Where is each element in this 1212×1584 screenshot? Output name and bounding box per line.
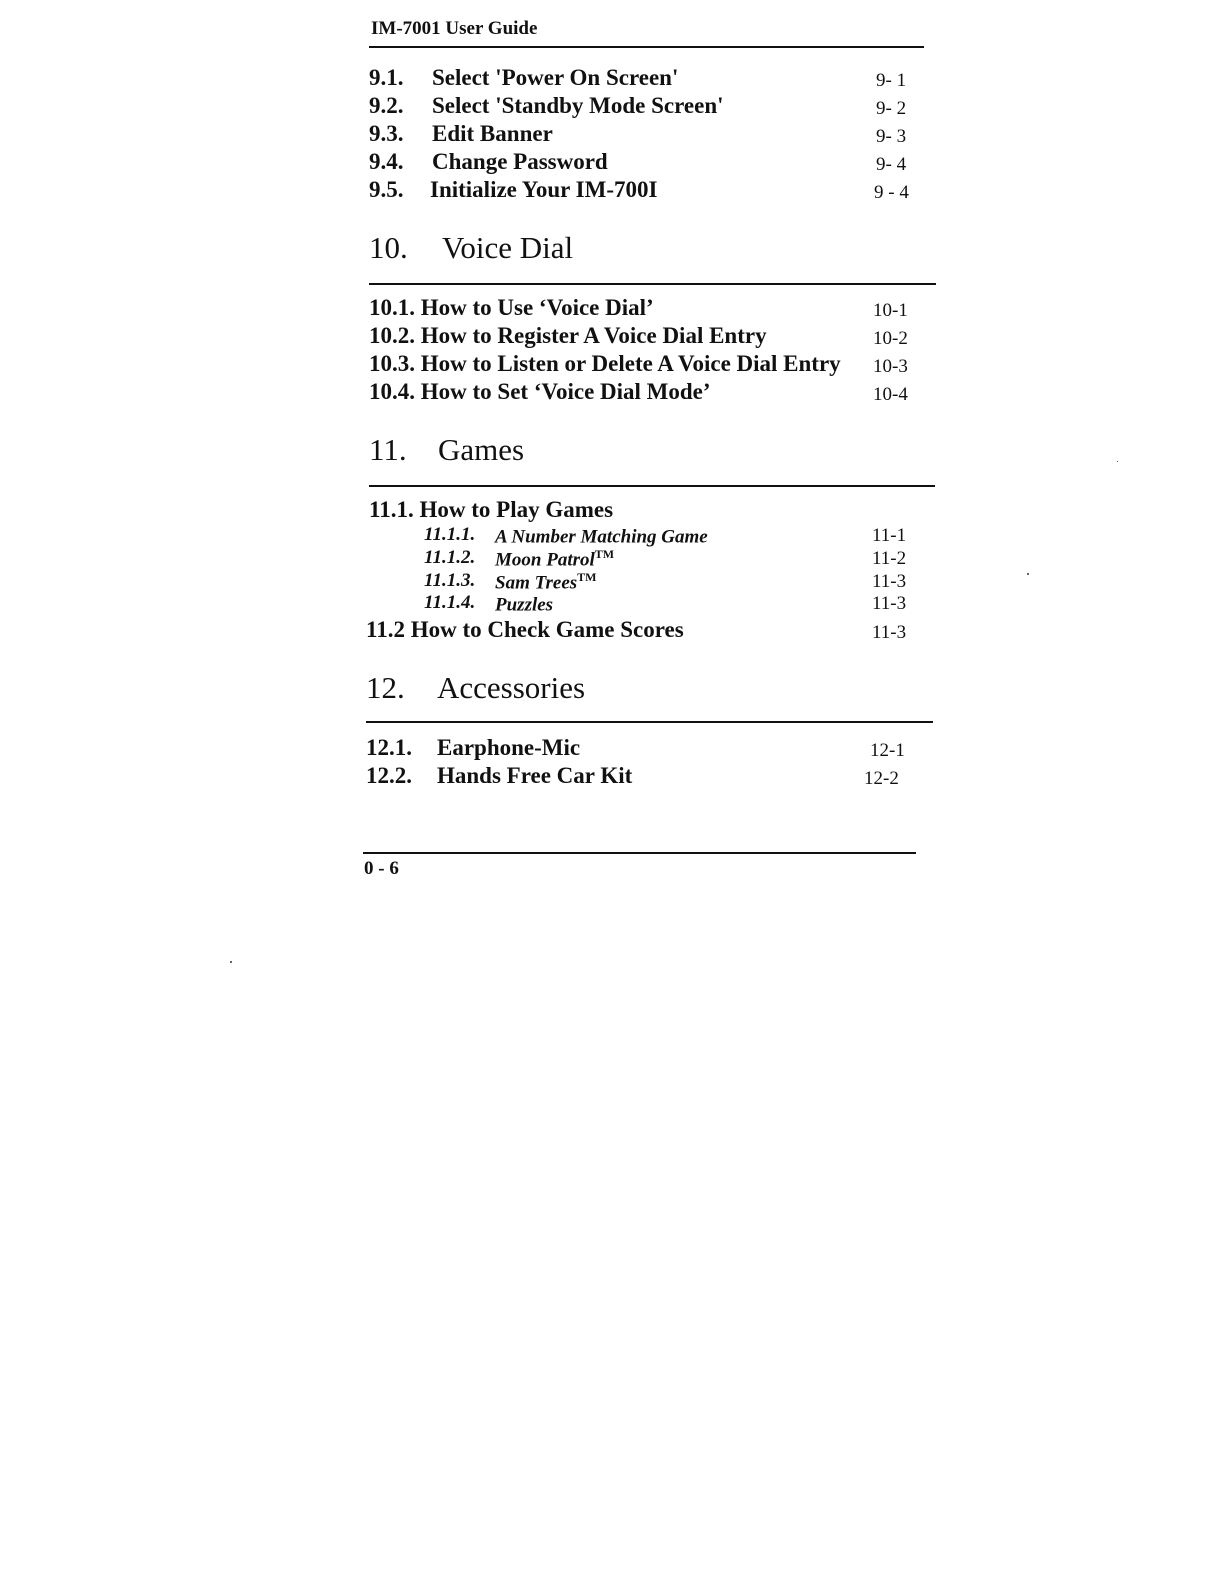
chapter-number: 12.	[366, 670, 405, 705]
toc-subentry-number: 11.1.4.	[424, 592, 476, 613]
toc-entry-number: 9.3.	[369, 121, 404, 146]
toc-entry-page: 11-3	[872, 622, 907, 643]
toc-entry-page: 10-4	[873, 384, 908, 405]
toc-entry-page: 9 - 4	[874, 182, 909, 203]
toc-entry-number: 12.1.	[366, 735, 412, 760]
chapter-title: Voice Dial	[442, 230, 574, 265]
chapter-number: 11.	[369, 432, 407, 467]
toc-subentry-number: 11.1.3.	[424, 570, 476, 591]
chapter-rule	[366, 721, 933, 723]
toc-subentry-label: Puzzles	[495, 594, 554, 616]
toc-subheading: 11.1. How to Play Games	[369, 497, 614, 522]
scan-speck	[230, 961, 232, 963]
toc-entry-page: 10-1	[873, 300, 908, 321]
toc-entry-page: 12-1	[870, 740, 905, 761]
chapter-rule	[369, 283, 936, 285]
toc-entry-label: Hands Free Car Kit	[437, 763, 633, 788]
scan-speck	[1027, 573, 1029, 575]
toc-entry-number: 9.1.	[369, 65, 404, 90]
header-rule	[369, 46, 924, 48]
chapter-number: 10.	[369, 230, 408, 265]
toc-entry-page: 10-3	[873, 356, 908, 377]
toc-entry-page: 11-3	[872, 593, 907, 614]
toc-subentry-label: Moon Patrol™	[495, 547, 615, 571]
toc-entry-label: Edit Banner	[432, 121, 553, 146]
running-header: IM-7001 User Guide	[371, 18, 538, 39]
toc-entry-number: 9.2.	[369, 93, 404, 118]
toc-entry-page: 9- 3	[876, 126, 907, 147]
scan-speck	[1117, 461, 1118, 462]
toc-subentry-number: 11.1.1.	[424, 524, 476, 545]
chapter-title: Accessories	[437, 670, 586, 705]
toc-entry-label: 10.4. How to Set ‘Voice Dial Mode’	[369, 379, 711, 404]
toc-entry-label: Select 'Power On Screen'	[432, 65, 679, 90]
toc-entry-label: 10.3. How to Listen or Delete A Voice Dial Entry	[369, 351, 841, 376]
toc-entry-page: 11-3	[872, 571, 907, 592]
toc-entry-label: 10.2. How to Register A Voice Dial Entry	[369, 323, 767, 348]
toc-entry-page: 12-2	[864, 768, 899, 789]
toc-entry-number: 9.4.	[369, 149, 404, 174]
toc-entry-number: 9.5.	[369, 177, 404, 202]
toc-entry-label: Earphone-Mic	[437, 735, 581, 760]
page-number: 0 - 6	[364, 858, 399, 879]
toc-entry-page: 11-2	[872, 548, 907, 569]
toc-entry-label: Change Password	[432, 149, 608, 174]
toc-entry-page: 9- 4	[876, 154, 907, 175]
chapter-rule	[369, 485, 935, 487]
footer-rule	[363, 852, 916, 854]
toc-entry-page: 11-1	[872, 525, 907, 546]
toc-subentry-number: 11.1.2.	[424, 547, 476, 568]
toc-entry-label: Initialize Your IM-700I	[430, 177, 658, 202]
toc-entry-page: 9- 1	[876, 70, 907, 91]
toc-entry-label: 11.2 How to Check Game Scores	[366, 617, 684, 642]
toc-entry-page: 9- 2	[876, 98, 907, 119]
toc-entry-label: 10.1. How to Use ‘Voice Dial’	[369, 295, 654, 320]
chapter-title: Games	[438, 432, 525, 467]
toc-entry-page: 10-2	[873, 328, 908, 349]
toc-entry-label: Select 'Standby Mode Screen'	[432, 93, 724, 118]
toc-entry-number: 12.2.	[366, 763, 412, 788]
toc-subentry-label: Sam Trees™	[495, 570, 597, 594]
toc-subentry-label: A Number Matching Game	[495, 526, 708, 548]
